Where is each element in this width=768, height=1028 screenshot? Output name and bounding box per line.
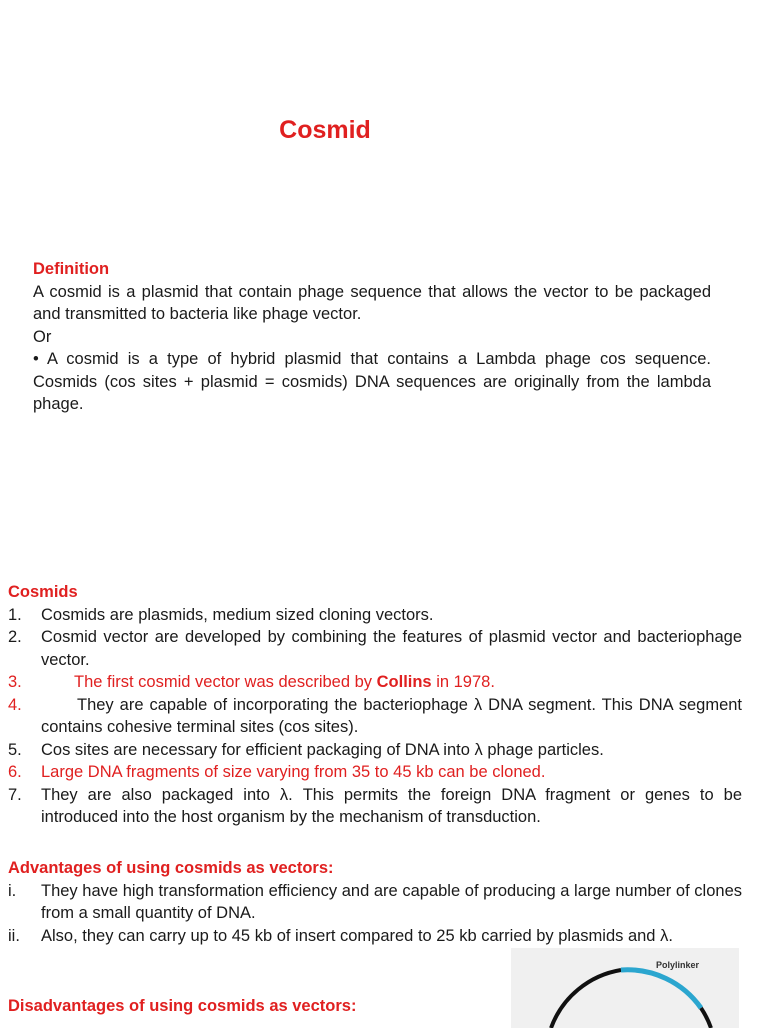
disadvantages-section bbox=[8, 995, 508, 1018]
item-text: They are also packaged into λ. This permits the foreign DNA fragment or genes to be introduced into the host organism by the mechanism of transduction. bbox=[41, 785, 742, 826]
cosmids-section bbox=[8, 581, 742, 829]
list-item bbox=[8, 626, 742, 671]
item-number: 6. bbox=[8, 763, 22, 781]
item-number: 5. bbox=[8, 740, 22, 759]
list-item bbox=[8, 784, 742, 829]
item-number: ii. bbox=[8, 926, 20, 945]
cosmid-diagram bbox=[511, 948, 739, 1028]
item-number: i. bbox=[8, 881, 17, 900]
item-text: Cos sites are necessary for efficient packaging of DNA into λ phage particles. bbox=[41, 740, 604, 759]
disadvantages-heading: Disadvantages of using cosmids as vectors: bbox=[8, 997, 357, 1015]
item-text: Also, they can carry up to 45 kb of insert compared to 25 kb carried by plasmids and λ. bbox=[41, 926, 673, 945]
page-title: Cosmid bbox=[279, 116, 371, 144]
definition-paragraph-1: A cosmid is a plasmid that contain phage sequence that allows the vector to be packaged and transmitted to bacteria like phage vector. bbox=[33, 282, 711, 323]
plasmid-backbone-arc-right bbox=[701, 1008, 711, 1028]
item-text: Cosmids are plasmids, medium sized cloning vectors. bbox=[41, 605, 434, 624]
plasmid-backbone-arc bbox=[551, 970, 621, 1028]
cosmids-heading: Cosmids bbox=[8, 583, 78, 601]
item-number: 1. bbox=[8, 605, 22, 624]
definition-paragraph-2: • A cosmid is a type of hybrid plasmid that contains a Lambda phage cos sequence. Cosmids (cos sites + plasmid = cosmids) DNA sequences are originally from the lambda phage. bbox=[33, 350, 711, 413]
list-item bbox=[8, 739, 742, 762]
list-item bbox=[8, 694, 742, 739]
list-item bbox=[8, 761, 742, 784]
list-item bbox=[8, 925, 742, 948]
advantages-section bbox=[8, 857, 742, 947]
list-item bbox=[8, 671, 742, 694]
author-name: Collins bbox=[376, 673, 432, 691]
item-text: They are capable of incorporating the bacteriophage λ DNA segment. This DNA segment contains cohesive terminal sites (cos sites). bbox=[41, 695, 742, 736]
item-text-suffix: in 1978. bbox=[431, 673, 495, 691]
list-item bbox=[8, 604, 742, 627]
plasmid-ring-drawing bbox=[511, 948, 739, 1028]
item-number: 4. bbox=[8, 695, 22, 714]
polylinker-arc bbox=[621, 970, 701, 1008]
advantages-list bbox=[8, 880, 742, 948]
item-number: 2. bbox=[8, 628, 22, 646]
polylinker-label: Polylinker bbox=[656, 960, 700, 970]
advantages-heading: Advantages of using cosmids as vectors: bbox=[8, 859, 334, 877]
cosmids-list bbox=[8, 604, 742, 829]
item-text: The first cosmid vector was described by bbox=[74, 673, 377, 691]
definition-section bbox=[33, 258, 711, 416]
definition-or: Or bbox=[33, 327, 52, 346]
item-number: 7. bbox=[8, 785, 22, 804]
item-text: Large DNA fragments of size varying from 35 to 45 kb can be cloned. bbox=[41, 763, 546, 781]
item-number: 3. bbox=[8, 673, 22, 691]
item-text: They have high transformation efficiency and are capable of producing a large number of clones from a small quantity of DNA. bbox=[41, 881, 742, 922]
item-text: Cosmid vector are developed by combining the features of plasmid vector and bacteriophage vector. bbox=[41, 628, 742, 669]
definition-heading: Definition bbox=[33, 260, 110, 278]
list-item bbox=[8, 880, 742, 925]
